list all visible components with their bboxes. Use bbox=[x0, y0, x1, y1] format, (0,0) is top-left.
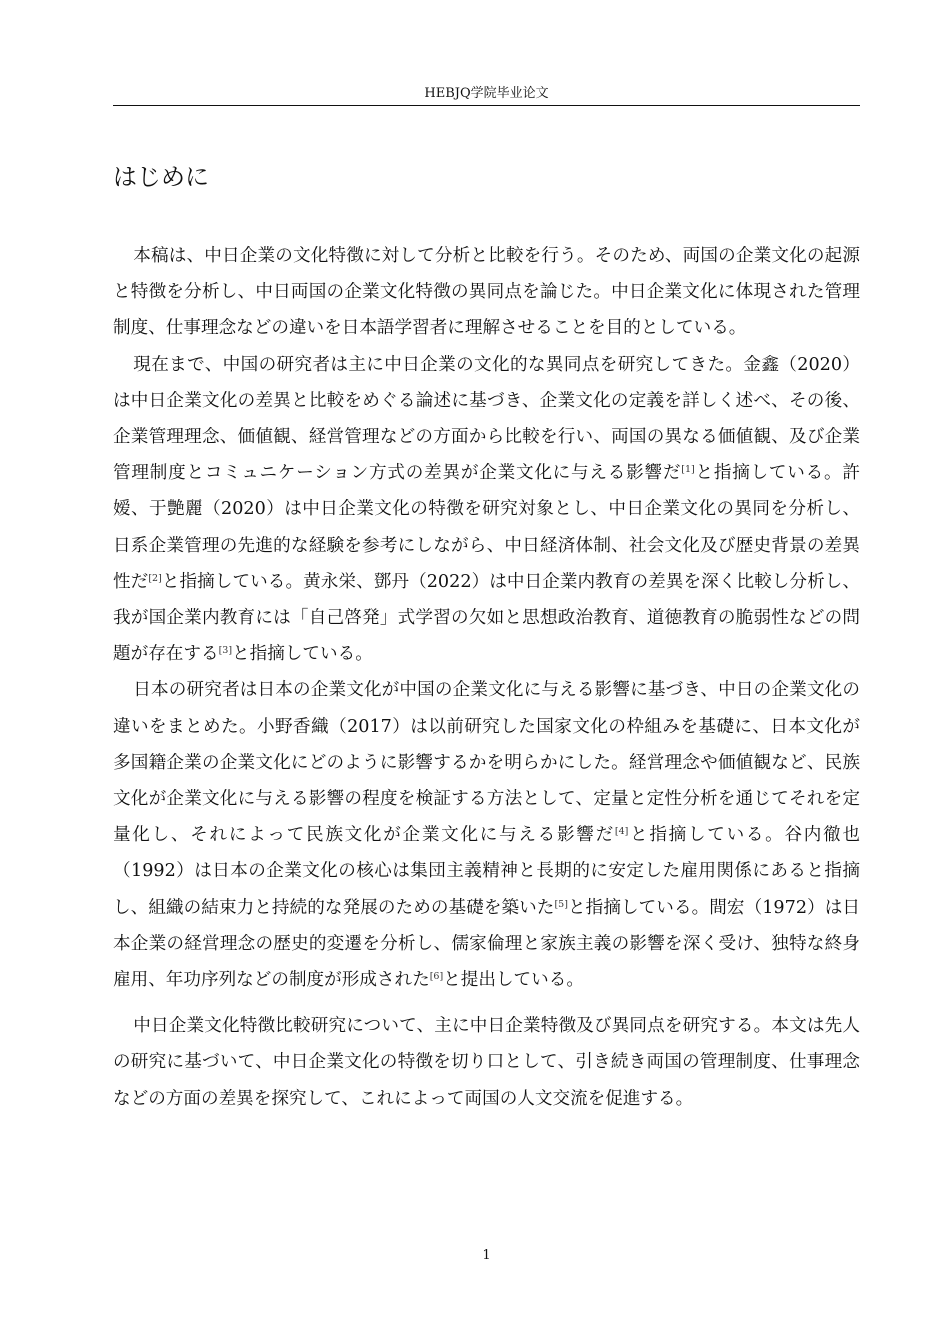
paragraph-text: 現在まで、中国の研究者は主に中日企業の文化的な異同点を研究してきた。金鑫（2020）は中日企業文化の差異と比較をめぐる論述に基づき、企業文化の定義を詳しく述べ、その後、企業管理理念、価値観、経営管理などの方面から比較を行い、両国の異なる価値観、及び企業管理制度とコミュニケーション方式の差異が企業文化に与える影響だ bbox=[113, 354, 860, 484]
paragraph-text: と指摘している。間宏（1972）は日本企業の経営理念の歴史的変遷を分析し、儒家倫理と家族主義の影響を深く受け、独特な終身雇用、年功序列などの制度が形成された bbox=[113, 897, 860, 991]
paragraph-text: と指摘している。谷内徹也（1992）は日本の企業文化の核心は集団主義精神と長期的に安定した雇用関係にあると指摘し、組織の結束力と持続的な発展のための基礎を築いた bbox=[113, 825, 860, 918]
paragraph-text: と提出している。 bbox=[443, 970, 584, 991]
citation-4: [4] bbox=[614, 826, 629, 838]
paragraph-text: と指摘している。黄永栄、鄧丹（2022）は中日企業内教育の差異を深く比較し分析し、我が国企業内教育には「自己啓発」式学習の欠如と思想政治教育、道徳教育の脆弱性などの問題が存在する bbox=[113, 571, 860, 665]
page-title: はじめに bbox=[113, 163, 209, 191]
running-header: HEBJQ学院毕业论文 bbox=[424, 86, 549, 101]
citation-5: [5] bbox=[554, 898, 568, 910]
paragraph-purpose bbox=[113, 238, 860, 347]
paragraph-text: 本稿は、中日企業の文化特徴に対して分析と比較を行う。そのため、両国の企業文化の起源と特徴を分析し、中日両国の企業文化特徴の異同点を論じた。中日企業文化に体現された管理制度、仕事理念などの違いを日本語学習者に理解させることを目的としている。 bbox=[113, 246, 860, 339]
citation-3: [3] bbox=[218, 645, 233, 657]
header-divider bbox=[113, 105, 860, 106]
citation-1: [1] bbox=[681, 464, 695, 476]
paragraph-chinese-research bbox=[113, 347, 860, 673]
paragraph-text: と指摘している。許嫒、于艶麗（2020）は中日企業文化の特徴を研究対象とし、中日企業文化の異同を分析し、日系企業管理の先進的な経験を参考にしながら、中日経済体制、社会文化及び歴史背景の差異性だ bbox=[113, 463, 860, 592]
paragraph-japanese-research bbox=[113, 672, 860, 998]
paragraph-text: と指摘している。 bbox=[232, 644, 373, 665]
paragraph-conclusion bbox=[113, 1008, 860, 1117]
citation-6: [6] bbox=[429, 971, 444, 983]
paragraph-text: 中日企業文化特徴比較研究について、主に中日企業特徴及び異同点を研究する。本文は先人の研究に基づいて、中日企業文化の特徴を切り口として、引き続き両国の管理制度、仕事理念などの方面の差異を探究して、これによって両国の人文交流を促進する。 bbox=[113, 1016, 860, 1109]
page-number: 1 bbox=[482, 1248, 491, 1263]
body-text bbox=[113, 238, 860, 1117]
paragraph-text: 日本の研究者は日本の企業文化が中国の企業文化に与える影響に基づき、中日の企業文化の違いをまとめた。小野香織（2017）は以前研究した国家文化の枠組みを基礎に、日本文化が多国籍企業の企業文化にどのように影響するかを明らかにした。経営理念や価値観など、民族文化が企業文化に与える影響の程度を検証する方法として、定量と定性分析を通じてそれを定量化し、それによって民族文化が企業文化に与える影響だ bbox=[113, 680, 860, 846]
citation-2: [2] bbox=[148, 572, 162, 584]
